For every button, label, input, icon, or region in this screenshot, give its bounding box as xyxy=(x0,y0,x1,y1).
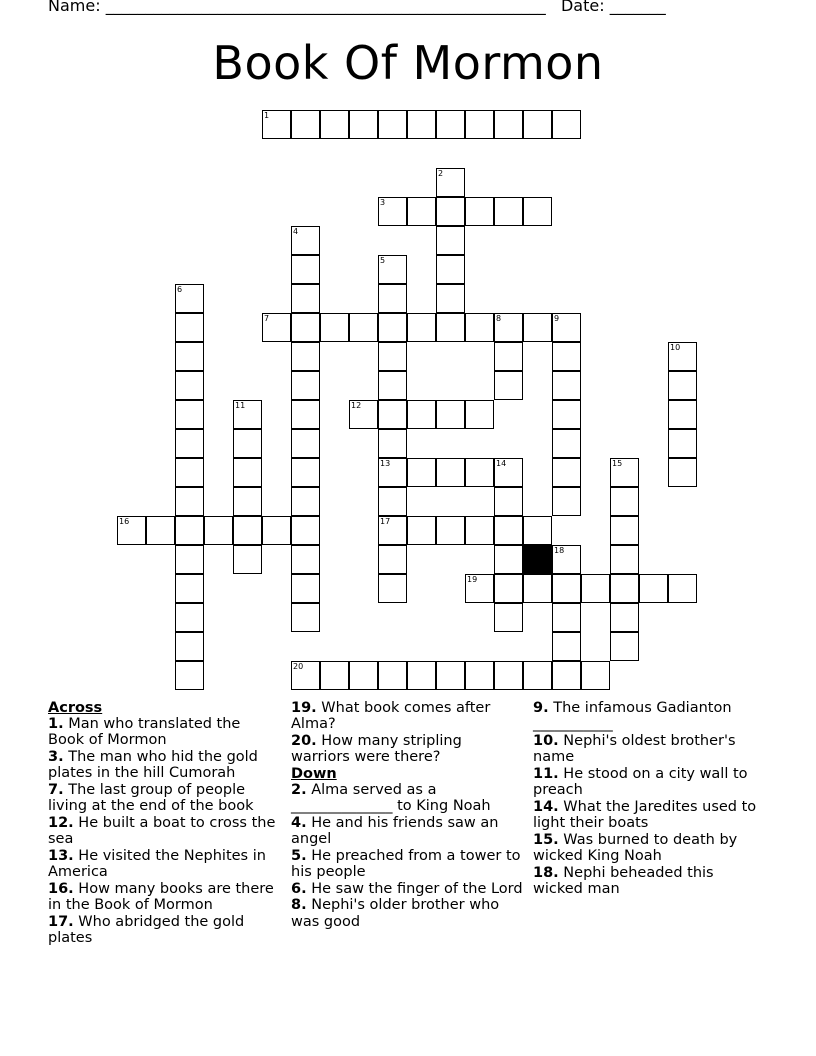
grid-cell[interactable] xyxy=(639,574,668,603)
grid-cell[interactable] xyxy=(378,661,407,690)
clue-number: 9. xyxy=(533,700,549,716)
grid-cell[interactable] xyxy=(610,574,639,603)
grid-cell[interactable] xyxy=(407,197,436,226)
cell-number: 17 xyxy=(380,517,391,526)
down-clue xyxy=(533,832,765,864)
cell-number: 3 xyxy=(380,198,386,207)
grid-cell[interactable] xyxy=(378,400,407,429)
grid-cell[interactable] xyxy=(378,371,407,400)
grid-cell[interactable] xyxy=(523,313,552,342)
cell-number: 18 xyxy=(554,546,565,555)
grid-cell[interactable] xyxy=(552,400,581,429)
grid-cell[interactable] xyxy=(610,545,639,574)
name-label: Name: xyxy=(48,0,101,15)
grid-cell[interactable] xyxy=(262,313,291,342)
grid-cell[interactable] xyxy=(378,487,407,516)
clue-number: 17. xyxy=(48,913,74,930)
clue-text: He saw the finger of the Lord xyxy=(311,880,523,897)
cell-number: 12 xyxy=(351,401,362,410)
grid-cell[interactable] xyxy=(610,632,639,661)
cell-number: 4 xyxy=(293,227,299,236)
grid-cell[interactable] xyxy=(407,516,436,545)
grid-cell[interactable] xyxy=(175,632,204,661)
grid-cell[interactable] xyxy=(523,110,552,139)
grid-cell[interactable] xyxy=(291,545,320,574)
grid-cell[interactable] xyxy=(436,661,465,690)
clue-text: What book comes after Alma? xyxy=(291,700,491,733)
grid-cell[interactable] xyxy=(581,574,610,603)
clue-text: Was burned to death by wicked King Noah xyxy=(533,831,738,864)
down-clue xyxy=(291,782,523,814)
grid-cell[interactable] xyxy=(175,371,204,400)
grid-cell[interactable] xyxy=(552,632,581,661)
grid-cell[interactable] xyxy=(494,487,523,516)
clue-text: How many stripling warriors were there? xyxy=(291,732,462,766)
grid-cell[interactable] xyxy=(175,574,204,603)
grid-cell[interactable] xyxy=(378,574,407,603)
grid-cell[interactable] xyxy=(436,168,465,197)
clue-text: What the Jaredites used to light their boats xyxy=(533,798,757,831)
clue-text: Nephi beheaded this wicked man xyxy=(533,864,714,897)
grid-cell[interactable] xyxy=(465,400,494,429)
grid-cell[interactable] xyxy=(407,661,436,690)
clue-number: 10. xyxy=(533,732,559,749)
grid-cell[interactable] xyxy=(436,284,465,313)
grid-cell[interactable] xyxy=(436,458,465,487)
grid-cell[interactable] xyxy=(291,226,320,255)
cell-number: 19 xyxy=(467,575,478,584)
grid-cell[interactable] xyxy=(436,313,465,342)
clue-number: 1. xyxy=(48,716,64,733)
grid-cell[interactable] xyxy=(523,574,552,603)
grid-cell[interactable] xyxy=(610,458,639,487)
grid-cell[interactable] xyxy=(175,342,204,371)
grid-cell[interactable] xyxy=(291,458,320,487)
grid-cell[interactable] xyxy=(523,661,552,690)
clue-number: 3. xyxy=(48,749,64,766)
grid-cell[interactable] xyxy=(320,313,349,342)
clue-text: Nephi's oldest brother's name xyxy=(533,732,736,766)
grid-cell[interactable] xyxy=(291,313,320,342)
across-clue xyxy=(48,716,280,748)
grid-cell[interactable] xyxy=(233,400,262,429)
clues-column-2 xyxy=(291,700,523,930)
grid-cell[interactable] xyxy=(233,458,262,487)
grid-cell[interactable] xyxy=(552,429,581,458)
clue-number: 13. xyxy=(48,847,74,864)
cell-number: 8 xyxy=(496,314,502,323)
down-clue xyxy=(291,815,523,847)
grid-cell[interactable] xyxy=(494,342,523,371)
clue-number: 11. xyxy=(533,765,559,782)
grid-cell[interactable] xyxy=(291,400,320,429)
date-blank[interactable]: _______ xyxy=(609,0,666,15)
grid-cell[interactable] xyxy=(465,313,494,342)
clue-number: 7. xyxy=(48,782,64,799)
across-clue xyxy=(48,881,280,913)
grid-cell[interactable] xyxy=(175,429,204,458)
grid-cell[interactable] xyxy=(291,255,320,284)
grid-cell[interactable] xyxy=(436,110,465,139)
grid-cell[interactable] xyxy=(494,371,523,400)
grid-cell[interactable] xyxy=(291,284,320,313)
grid-cell[interactable] xyxy=(378,516,407,545)
cell-number: 16 xyxy=(119,517,130,526)
cell-number: 11 xyxy=(235,401,246,410)
grid-cell[interactable] xyxy=(407,110,436,139)
grid-cell[interactable] xyxy=(494,603,523,632)
grid-cell[interactable] xyxy=(523,197,552,226)
grid-cell[interactable] xyxy=(465,661,494,690)
clue-text: He built a boat to cross the sea xyxy=(48,814,276,848)
grid-cell[interactable] xyxy=(175,516,204,545)
grid-cell[interactable] xyxy=(175,313,204,342)
grid-cell[interactable] xyxy=(668,458,697,487)
grid-cell[interactable] xyxy=(552,371,581,400)
across-clue xyxy=(48,848,280,880)
grid-cell[interactable] xyxy=(465,110,494,139)
cell-number: 13 xyxy=(380,459,391,468)
grid-cell[interactable] xyxy=(436,400,465,429)
grid-cell[interactable] xyxy=(552,603,581,632)
grid-cell[interactable] xyxy=(320,661,349,690)
clue-text: Alma served as a ______________ to King Noah xyxy=(291,782,491,815)
puzzle-title: Book Of Mormon xyxy=(212,36,604,90)
grid-cell[interactable] xyxy=(494,197,523,226)
grid-cell[interactable] xyxy=(552,458,581,487)
grid-cell[interactable] xyxy=(378,429,407,458)
clue-text: Who abridged the gold plates xyxy=(48,913,245,946)
across-clue xyxy=(291,700,523,732)
cell-number: 1 xyxy=(264,111,270,120)
grid-cell[interactable] xyxy=(233,487,262,516)
clue-text: The last group of people living at the end of the book xyxy=(48,782,254,815)
black-cell xyxy=(523,545,552,574)
grid-cell[interactable] xyxy=(262,516,291,545)
cell-number: 9 xyxy=(554,314,560,323)
grid-cell[interactable] xyxy=(407,400,436,429)
clue-text: Man who translated the Book of Mormon xyxy=(48,716,241,749)
grid-cell[interactable] xyxy=(291,487,320,516)
grid-cell[interactable] xyxy=(320,110,349,139)
grid-cell[interactable] xyxy=(610,603,639,632)
grid-cell[interactable] xyxy=(291,574,320,603)
grid-cell[interactable] xyxy=(349,661,378,690)
grid-cell[interactable] xyxy=(494,545,523,574)
grid-cell[interactable] xyxy=(175,400,204,429)
cell-number: 5 xyxy=(380,256,386,265)
grid-cell[interactable] xyxy=(436,197,465,226)
clue-number: 6. xyxy=(291,880,307,897)
down-clue xyxy=(291,897,523,929)
across-heading: Across xyxy=(48,700,103,716)
cell-number: 10 xyxy=(670,343,681,352)
name-blank[interactable]: _______________________________________________________ xyxy=(105,0,546,15)
grid-cell[interactable] xyxy=(349,110,378,139)
clue-number: 5. xyxy=(291,847,307,864)
clue-number: 14. xyxy=(533,798,559,815)
clue-text: How many books are there in the Book of Mormon xyxy=(48,880,274,913)
grid-cell[interactable] xyxy=(668,400,697,429)
grid-cell[interactable] xyxy=(494,458,523,487)
grid-cell[interactable] xyxy=(581,661,610,690)
down-clue xyxy=(533,733,765,765)
grid-cell[interactable] xyxy=(407,313,436,342)
grid-cell[interactable] xyxy=(494,110,523,139)
grid-cell[interactable] xyxy=(465,458,494,487)
clue-text: The man who hid the gold plates in the hill Cumorah xyxy=(48,749,258,782)
grid-cell[interactable] xyxy=(117,516,146,545)
grid-cell[interactable] xyxy=(291,429,320,458)
grid-cell[interactable] xyxy=(436,255,465,284)
grid-cell[interactable] xyxy=(233,516,262,545)
clue-number: 18. xyxy=(533,864,559,881)
grid-cell[interactable] xyxy=(668,429,697,458)
grid-cell[interactable] xyxy=(436,226,465,255)
grid-cell[interactable] xyxy=(465,574,494,603)
cell-number: 6 xyxy=(177,285,183,294)
grid-cell[interactable] xyxy=(349,400,378,429)
clue-number: 4. xyxy=(291,814,307,831)
grid-cell[interactable] xyxy=(378,342,407,371)
clues-column-3 xyxy=(533,700,765,897)
clue-number: 15. xyxy=(533,831,559,848)
cell-number: 15 xyxy=(612,459,623,468)
grid-cell[interactable] xyxy=(233,545,262,574)
across-clue xyxy=(291,733,523,765)
grid-cell[interactable] xyxy=(378,545,407,574)
grid-cell[interactable] xyxy=(175,284,204,313)
grid-cell[interactable] xyxy=(494,661,523,690)
down-clue xyxy=(291,848,523,880)
across-clue xyxy=(48,815,280,847)
clue-text: He and his friends saw an angel xyxy=(291,814,499,848)
grid-cell[interactable] xyxy=(146,516,175,545)
grid-cell[interactable] xyxy=(610,487,639,516)
grid-cell[interactable] xyxy=(668,342,697,371)
grid-cell[interactable] xyxy=(465,516,494,545)
grid-cell[interactable] xyxy=(291,603,320,632)
clue-number: 2. xyxy=(291,782,307,799)
down-heading: Down xyxy=(291,765,337,782)
grid-cell[interactable] xyxy=(378,458,407,487)
down-clue xyxy=(533,700,765,732)
down-clue xyxy=(533,865,765,897)
grid-cell[interactable] xyxy=(291,371,320,400)
grid-cell[interactable] xyxy=(552,661,581,690)
grid-cell[interactable] xyxy=(378,197,407,226)
clues-column-1 xyxy=(48,700,280,947)
grid-cell[interactable] xyxy=(465,197,494,226)
cell-number: 20 xyxy=(293,662,304,671)
grid-cell[interactable] xyxy=(175,458,204,487)
grid-cell[interactable] xyxy=(175,545,204,574)
grid-cell[interactable] xyxy=(378,284,407,313)
down-clue xyxy=(533,799,765,831)
grid-cell[interactable] xyxy=(349,313,378,342)
grid-cell[interactable] xyxy=(668,371,697,400)
clue-number: 8. xyxy=(291,897,307,914)
grid-cell[interactable] xyxy=(552,342,581,371)
cell-number: 2 xyxy=(438,169,444,178)
grid-cell[interactable] xyxy=(668,574,697,603)
grid-cell[interactable] xyxy=(175,661,204,690)
grid-cell[interactable] xyxy=(378,110,407,139)
grid-cell[interactable] xyxy=(291,342,320,371)
grid-cell[interactable] xyxy=(233,429,262,458)
grid-cell[interactable] xyxy=(436,516,465,545)
grid-cell[interactable] xyxy=(175,603,204,632)
grid-cell[interactable] xyxy=(262,110,291,139)
grid-cell[interactable] xyxy=(291,110,320,139)
grid-cell[interactable] xyxy=(552,574,581,603)
grid-cell[interactable] xyxy=(175,487,204,516)
grid-cell[interactable] xyxy=(552,110,581,139)
across-clue xyxy=(48,914,280,946)
grid-cell[interactable] xyxy=(494,516,523,545)
grid-cell[interactable] xyxy=(291,661,320,690)
across-clue xyxy=(48,782,280,814)
grid-cell[interactable] xyxy=(378,255,407,284)
clue-text: The infamous Gadianton ___________ xyxy=(533,700,732,733)
grid-cell[interactable] xyxy=(407,458,436,487)
clue-number: 19. xyxy=(291,700,317,716)
clue-text: He stood on a city wall to preach xyxy=(533,765,748,799)
across-clue xyxy=(48,749,280,781)
down-clue xyxy=(533,766,765,798)
grid-cell[interactable] xyxy=(523,516,552,545)
grid-cell[interactable] xyxy=(378,313,407,342)
clue-text: He visited the Nephites in America xyxy=(48,847,266,881)
clue-number: 16. xyxy=(48,880,74,897)
grid-cell[interactable] xyxy=(494,313,523,342)
clue-number: 12. xyxy=(48,814,74,831)
grid-cell[interactable] xyxy=(291,516,320,545)
cell-number: 7 xyxy=(264,314,270,323)
grid-cell[interactable] xyxy=(552,313,581,342)
clue-text: Nephi's older brother who was good xyxy=(291,897,500,930)
down-clue xyxy=(291,881,523,897)
grid-cell[interactable] xyxy=(552,487,581,516)
cell-number: 14 xyxy=(496,459,507,468)
grid-cell[interactable] xyxy=(204,516,233,545)
grid-cell[interactable] xyxy=(494,574,523,603)
clue-number: 20. xyxy=(291,732,317,749)
grid-cell[interactable] xyxy=(552,545,581,574)
grid-cell[interactable] xyxy=(610,516,639,545)
clue-text: He preached from a tower to his people xyxy=(291,847,521,881)
date-label: Date: xyxy=(560,0,605,15)
